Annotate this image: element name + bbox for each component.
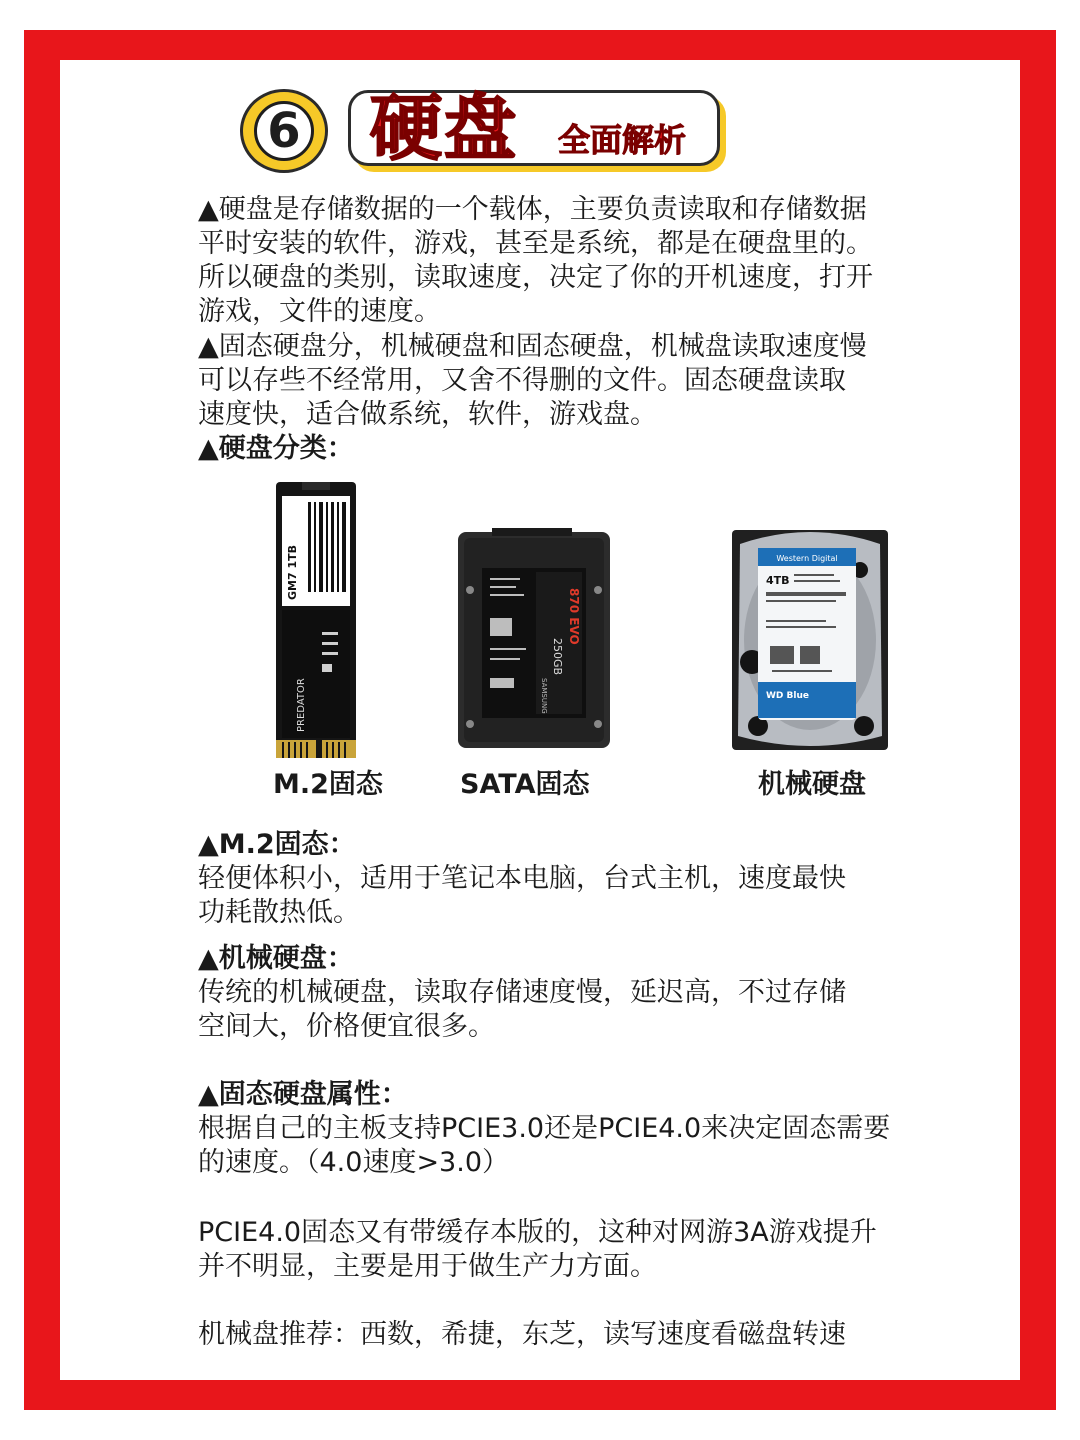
intro-line: 游戏，文件的速度。 bbox=[198, 296, 441, 327]
hdd-image bbox=[732, 530, 888, 750]
page-title: 硬盘 bbox=[370, 86, 519, 170]
hdd-body-line: 传统的机械硬盘，读取存储速度慢，延迟高，不过存储 bbox=[198, 977, 846, 1008]
intro-line: 可以存些不经常用，又舍不得删的文件。固态硬盘读取 bbox=[198, 365, 846, 396]
intro-line: ▲硬盘是存储数据的一个载体，主要负责读取和存储数据 bbox=[198, 194, 867, 225]
sata-maker-text: SAMSUNG bbox=[540, 678, 548, 714]
m2-brand-text: PREDATOR bbox=[296, 678, 307, 732]
section-number-badge bbox=[240, 89, 328, 173]
sata-ssd-image bbox=[458, 528, 610, 750]
sata-capacity-text: 250GB bbox=[551, 638, 564, 676]
hdd-body-line: 空间大，价格便宜很多。 bbox=[198, 1011, 495, 1042]
m2-body-line: 轻便体积小，适用于笔记本电脑，台式主机，速度最快 bbox=[198, 863, 846, 894]
m2-heading: ▲M.2固态： bbox=[198, 829, 356, 860]
page-subtitle: 全面解析 bbox=[558, 121, 687, 159]
classify-heading: ▲硬盘分类： bbox=[198, 433, 354, 464]
intro-line: 所以硬盘的类别，读取速度，决定了你的开机速度，打开 bbox=[198, 262, 873, 293]
m2-sticker-text: GM7 1TB bbox=[286, 545, 299, 600]
m2-ssd-image bbox=[274, 482, 358, 758]
m2-body-line: 功耗散热低。 bbox=[198, 897, 360, 928]
m2-caption: M.2固态 bbox=[273, 769, 383, 800]
sata-caption: SATA固态 bbox=[460, 769, 590, 800]
hdd-maker-text: Western Digital bbox=[776, 554, 838, 563]
intro-line: 平时安装的软件，游戏，甚至是系统，都是在硬盘里的。 bbox=[198, 228, 873, 259]
intro-line: ▲固态硬盘分，机械硬盘和固态硬盘，机械盘读取速度慢 bbox=[198, 331, 867, 362]
recommendation-text: 机械盘推荐：西数，希捷，东芝，读写速度看磁盘转速 bbox=[198, 1319, 846, 1350]
cache-body-line: PCIE4.0固态又有带缓存本版的，这种对网游3A游戏提升 bbox=[198, 1217, 877, 1248]
intro-line: 速度快，适合做系统，软件，游戏盘。 bbox=[198, 399, 657, 430]
cache-body-line: 并不明显，主要是用于做生产力方面。 bbox=[198, 1251, 657, 1282]
section-number: 6 bbox=[254, 101, 314, 161]
hdd-heading: ▲机械硬盘： bbox=[198, 943, 354, 974]
sata-model-text: 870 EVO bbox=[567, 588, 581, 645]
hdd-capacity-text: 4TB bbox=[766, 574, 790, 587]
ssd-heading: ▲固态硬盘属性： bbox=[198, 1079, 408, 1110]
ssd-body-line: 的速度。（4.0速度>3.0） bbox=[198, 1147, 510, 1178]
ssd-body-line: 根据自己的主板支持PCIE3.0还是PCIE4.0来决定固态需要 bbox=[198, 1113, 891, 1144]
hdd-line-text: WD Blue bbox=[766, 691, 809, 701]
hdd-caption: 机械硬盘 bbox=[758, 769, 866, 800]
